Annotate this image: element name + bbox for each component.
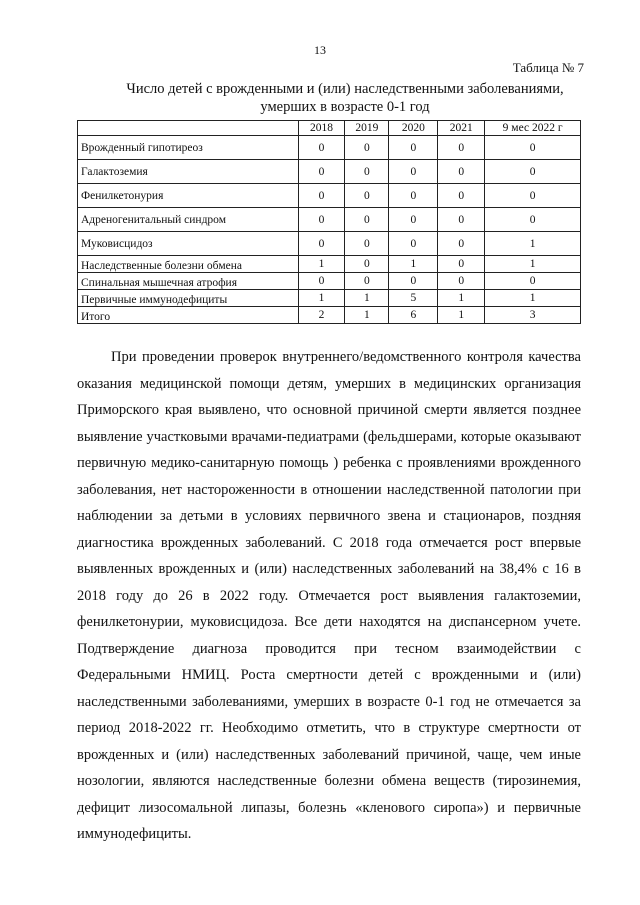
table-row xyxy=(78,290,581,307)
cell-value: 0 xyxy=(389,208,438,232)
table-title-line-1: Число детей с врожденными и (или) наследственными заболеваниями, xyxy=(126,81,564,97)
cell-value: 0 xyxy=(438,273,485,290)
cell-value: 3 xyxy=(485,307,581,324)
cell-value: 0 xyxy=(389,232,438,256)
cell-value: 0 xyxy=(298,136,345,160)
table-row xyxy=(78,160,581,184)
cell-value: 6 xyxy=(389,307,438,324)
cell-value: 1 xyxy=(438,307,485,324)
cell-value: 0 xyxy=(389,160,438,184)
row-label: Первичные иммунодефициты xyxy=(78,290,299,307)
cell-value: 0 xyxy=(389,136,438,160)
cell-value: 1 xyxy=(485,256,581,273)
cell-value: 0 xyxy=(298,160,345,184)
header-cell-2020: 2020 xyxy=(389,121,438,136)
row-label: Фенилкетонурия xyxy=(78,184,299,208)
table-row xyxy=(78,184,581,208)
cell-value: 1 xyxy=(389,256,438,273)
mortality-table xyxy=(77,120,581,324)
cell-value: 0 xyxy=(389,273,438,290)
table-row xyxy=(78,136,581,160)
row-label: Врожденный гипотиреоз xyxy=(78,136,299,160)
table-label: Таблица № 7 xyxy=(512,60,584,75)
header-cell-2022: 9 мес 2022 г xyxy=(485,121,581,136)
table-row xyxy=(78,256,581,273)
table-row-total xyxy=(78,307,581,324)
cell-value: 0 xyxy=(298,232,345,256)
cell-value: 1 xyxy=(485,290,581,307)
cell-value: 5 xyxy=(389,290,438,307)
cell-value: 0 xyxy=(345,208,389,232)
cell-value: 0 xyxy=(485,273,581,290)
cell-value: 0 xyxy=(298,184,345,208)
row-label: Наследственные болезни обмена xyxy=(78,256,299,273)
cell-value: 1 xyxy=(345,290,389,307)
body-paragraph xyxy=(77,344,581,848)
row-label: Спинальная мышечная атрофия xyxy=(78,273,299,290)
cell-value: 1 xyxy=(345,307,389,324)
cell-value: 0 xyxy=(345,160,389,184)
table-header-row xyxy=(78,121,581,136)
cell-value: 0 xyxy=(298,208,345,232)
cell-value: 1 xyxy=(485,232,581,256)
cell-value: 0 xyxy=(389,184,438,208)
cell-value: 1 xyxy=(298,290,345,307)
cell-value: 0 xyxy=(485,160,581,184)
cell-value: 0 xyxy=(438,208,485,232)
row-label: Муковисцидоз xyxy=(78,232,299,256)
cell-value: 0 xyxy=(438,184,485,208)
cell-value: 0 xyxy=(438,256,485,273)
header-cell-2021: 2021 xyxy=(438,121,485,136)
cell-value: 0 xyxy=(345,256,389,273)
cell-value: 0 xyxy=(438,232,485,256)
row-label: Галактоземия xyxy=(78,160,299,184)
cell-value: 0 xyxy=(485,136,581,160)
cell-value: 0 xyxy=(345,136,389,160)
cell-value: 1 xyxy=(438,290,485,307)
cell-value: 0 xyxy=(298,273,345,290)
cell-value: 1 xyxy=(298,256,345,273)
body-paragraph-text: При проведении проверок внутреннего/ведомственного контроля качества оказания медицинской помощи детям, умерших в медицинских организация Приморского края выявлено, что основной причиной смерти является позднее выявление участковыми врачами-педиатрами (фельдшерами, которые оказывают первичную медико-санитарную помощь ) ребенка с проявлениями врожденного заболевания, нет настороженности в отношении наследственной патологии при наблюдении за детьми в условиях первичного звена и стационаров, поздняя диагностика врожденных заболеваний. С 2018 года отмечается рост впервые выявленных врожденных и (или) наследственных заболеваний на 38,4% с 16 в 2018 году до 26 в 2022 году. Отмечается рост выявления галактоземии, фенилкетонурии, муковисцидоза. Все дети находятся на диспансерном учете. Подтверждение диагноза проводится при тесном взаимодействии с Федеральными НМИЦ. Роста смертности детей с врожденными и (или) наследственными заболеваниями, умерших в возрасте 0-1 год не отмечается за период 2018-2022 гг. Необходимо отметить, что в структуре смертности от врожденных и (или) наследственных заболеваний причиной, чаще, чем иные нозологии, являются наследственные болезни обмена веществ (тирозинемия, дефицит лизосомальной липазы, болезнь «кленового сиропа») и первичные иммунодефициты. xyxy=(77,349,581,842)
header-cell-2019: 2019 xyxy=(345,121,389,136)
cell-value: 0 xyxy=(345,273,389,290)
cell-value: 2 xyxy=(298,307,345,324)
row-label: Итого xyxy=(78,307,299,324)
header-cell-2018: 2018 xyxy=(298,121,345,136)
table-row xyxy=(78,273,581,290)
cell-value: 0 xyxy=(345,232,389,256)
header-cell-label xyxy=(78,121,299,136)
page-number: 13 xyxy=(314,43,326,57)
table-title-line-2: умерших в возрасте 0-1 год xyxy=(260,99,430,115)
table-row xyxy=(78,208,581,232)
cell-value: 0 xyxy=(438,160,485,184)
cell-value: 0 xyxy=(438,136,485,160)
table-title xyxy=(90,80,600,116)
cell-value: 0 xyxy=(345,184,389,208)
row-label: Адреногенитальный синдром xyxy=(78,208,299,232)
cell-value: 0 xyxy=(485,184,581,208)
cell-value: 0 xyxy=(485,208,581,232)
table-row xyxy=(78,232,581,256)
